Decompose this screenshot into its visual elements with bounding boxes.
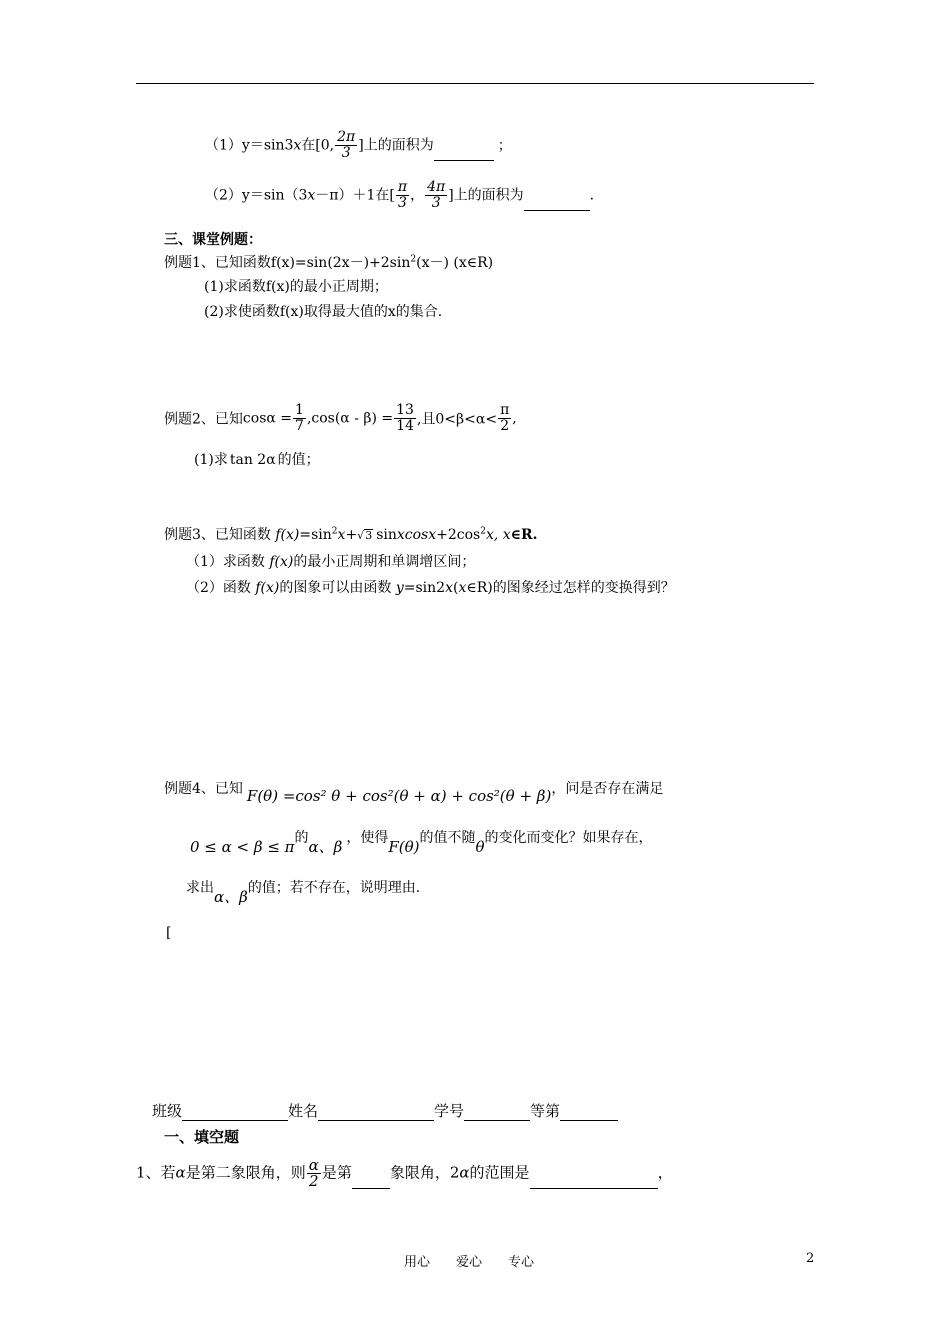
ex4-ab: α、β — [308, 838, 343, 856]
p1-x: x — [293, 137, 302, 154]
p2-tail: . — [589, 187, 595, 204]
example-4-line3 — [186, 876, 421, 906]
ex2-fraction-2 — [394, 403, 416, 434]
ex3-q2-x: x — [445, 580, 453, 596]
footer-motto: 用心 爱心 专心 — [404, 1255, 535, 1270]
p1-blank[interactable] — [434, 146, 494, 161]
ex3-end: ∈R. — [510, 527, 538, 543]
ex3-q1-fx: f(x) — [269, 554, 294, 570]
ex4-cond: 0 ≤ α < β ≤ π — [190, 838, 295, 856]
p2-f2-den: 3 — [431, 195, 441, 211]
q1-e: ， — [657, 1163, 673, 1182]
p1-frac-num: 2π — [337, 129, 356, 145]
q1-alpha: α — [175, 1163, 186, 1182]
q1-f-num: α — [308, 1156, 319, 1174]
ex2-f1-num: 1 — [295, 402, 304, 418]
p2-f2-num: 4π — [427, 179, 446, 195]
example-3-q2 — [186, 577, 675, 597]
ex3-plus: + — [345, 527, 358, 543]
ex3-mid: sin — [376, 527, 397, 543]
ex2-f2-num: 13 — [396, 402, 414, 418]
q1-fraction — [307, 1158, 321, 1189]
q1-f-den: 2 — [309, 1172, 319, 1190]
name-field[interactable] — [318, 1106, 434, 1121]
stray-bracket: [ — [166, 925, 172, 941]
ex3-q2-fx: f(x) — [255, 580, 280, 596]
ex3-q1-a: （1）求函数 — [186, 554, 270, 570]
problem-part-2 — [205, 180, 594, 211]
ex3-sqrt: 3 — [365, 529, 373, 542]
ex3-eq: =sin — [299, 527, 332, 543]
ex4-ab2: α、β — [214, 888, 248, 906]
p2-blank[interactable] — [524, 196, 590, 211]
ex3-sup1: 2 — [331, 526, 338, 537]
class-label: 班级 — [152, 1102, 183, 1120]
id-label: 学号 — [434, 1102, 465, 1120]
example-1-title — [164, 252, 493, 272]
q1-a: 是第二象限角，则 — [185, 1163, 306, 1182]
ex4-theta: θ — [475, 838, 485, 856]
ex2-q1-lead: (1)求 — [194, 452, 228, 468]
p2-f1-den: 3 — [398, 195, 407, 211]
ex3-q2-e: ∈R)的图象经过怎样的变换得到？ — [466, 580, 675, 596]
p2-fraction-1 — [396, 180, 409, 211]
q1-lead: 1、若 — [136, 1163, 176, 1182]
ex2-f3-num: π — [500, 402, 510, 418]
ex3-x1: x — [337, 527, 346, 543]
ex2-end: , — [512, 410, 517, 427]
example-2-q1 — [194, 449, 320, 469]
example-1-q1: (1)求函数f(x)的最小正周期； — [204, 279, 388, 295]
grade-field[interactable] — [560, 1106, 618, 1121]
grade-label: 等第 — [530, 1102, 561, 1120]
ex3-q2-d: ( — [452, 580, 459, 596]
p1-fraction — [335, 130, 357, 161]
q1-b: 是第 — [321, 1163, 352, 1182]
page-number: 2 — [806, 1251, 815, 1266]
p1-tail: ； — [497, 137, 512, 154]
ex2-f2-den: 14 — [396, 418, 414, 434]
ex4-ftheta: F(θ) — [388, 838, 420, 856]
p2-comma: ， — [410, 187, 425, 204]
ex3-q2-x2: x — [458, 580, 467, 596]
ex3-mid2: +2cos — [436, 527, 481, 543]
q1-blank-1[interactable] — [352, 1174, 390, 1189]
ex1-sup: 2 — [410, 254, 417, 265]
ex4-final: 的值；若不存在，说明理由. — [247, 880, 421, 896]
p1-end: ]上的面积为 — [358, 137, 434, 154]
q1-alpha2: α — [459, 1163, 470, 1182]
ex2-fraction-3 — [498, 403, 511, 434]
ex4-shide: ，使得 — [346, 830, 389, 846]
class-field[interactable] — [182, 1106, 288, 1121]
p2-end: ]上的面积为 — [448, 187, 524, 204]
ex4-formula: F(θ) =cos² θ + cos²(θ + α) + cos²(θ + β) — [246, 787, 552, 805]
example-1-q2: (2)求使函数f(x)取得最大值的x的集合. — [204, 304, 443, 320]
ex3-q2-a: （2）函数 — [186, 580, 256, 596]
q1-blank-2[interactable] — [530, 1174, 658, 1189]
ex3-x2: xcosx — [396, 527, 437, 543]
ex3-fx: f(x) — [275, 527, 300, 543]
ex4-budui: 的值不随 — [419, 830, 476, 846]
ex3-lead: 例题3、已知函数 — [164, 527, 276, 543]
p2-mid: －π）＋1在[ — [315, 187, 395, 204]
ex2-cond: ,且0<β<α< — [416, 411, 498, 428]
p2-fraction-2 — [425, 180, 447, 211]
example-3-q1 — [186, 551, 475, 571]
ex4-after: ，问是否存在满足 — [551, 781, 664, 797]
problem-part-1 — [205, 130, 512, 161]
section-1-heading: 一、填空题 — [164, 1128, 240, 1146]
p2-x: x — [307, 187, 316, 204]
ex2-cos: cosα = — [242, 410, 293, 427]
ex3-q2-b: 的图象可以由函数 — [279, 580, 396, 596]
header-rule — [136, 83, 814, 84]
fill-question-1 — [136, 1158, 673, 1189]
name-label: 姓名 — [288, 1102, 319, 1120]
section-3-heading: 三、课堂例题： — [164, 232, 262, 248]
ex4-qiuchu: 求出 — [186, 880, 214, 896]
example-4-line2 — [190, 826, 653, 856]
ex2-q1-math: tan 2α — [229, 452, 276, 468]
ex2-f3-den: 2 — [500, 418, 510, 434]
ex3-q2-y: y — [395, 580, 404, 596]
example-2-title — [164, 403, 517, 434]
sqrt-icon: √ — [357, 529, 365, 542]
ex2-mid: ,cos(α - β) = — [306, 410, 394, 427]
ex1-title-text: 例题1、已知函数f(x)=sin(2x－)+2sin — [164, 255, 411, 271]
q1-c: 象限角，2 — [389, 1163, 460, 1182]
p1-mid: 在[0, — [301, 137, 335, 154]
ex3-x3: x, x — [485, 527, 511, 543]
example-3-title — [164, 524, 538, 544]
q1-d: 的范围是 — [469, 1163, 530, 1182]
p1-frac-den: 3 — [341, 145, 351, 161]
ex4-lead: 例题4、已知 — [164, 781, 243, 797]
ex2-fraction-1 — [293, 403, 306, 434]
ex4-de: 的 — [294, 830, 309, 846]
student-info-form — [152, 1100, 618, 1121]
example-4-title — [164, 778, 664, 805]
ex3-q2-c: =sin2 — [403, 580, 446, 596]
p1-label: （1）y＝sin3 — [205, 137, 294, 154]
id-field[interactable] — [464, 1106, 530, 1121]
p2-f1-num: π — [397, 179, 408, 195]
p2-label: （2）y＝sin（3 — [205, 187, 308, 204]
ex4-change: 的变化而变化？如果存在， — [484, 830, 653, 846]
ex2-q1-end: 的值； — [277, 452, 320, 468]
ex2-lead: 例题2、已知 — [164, 411, 243, 428]
ex1-title-end: (x－) (x∈R) — [416, 255, 494, 271]
ex3-sup2: 2 — [480, 526, 486, 537]
ex2-f1-den: 7 — [295, 418, 304, 434]
ex3-q1-b: 的最小正周期和单调增区间； — [293, 554, 476, 570]
